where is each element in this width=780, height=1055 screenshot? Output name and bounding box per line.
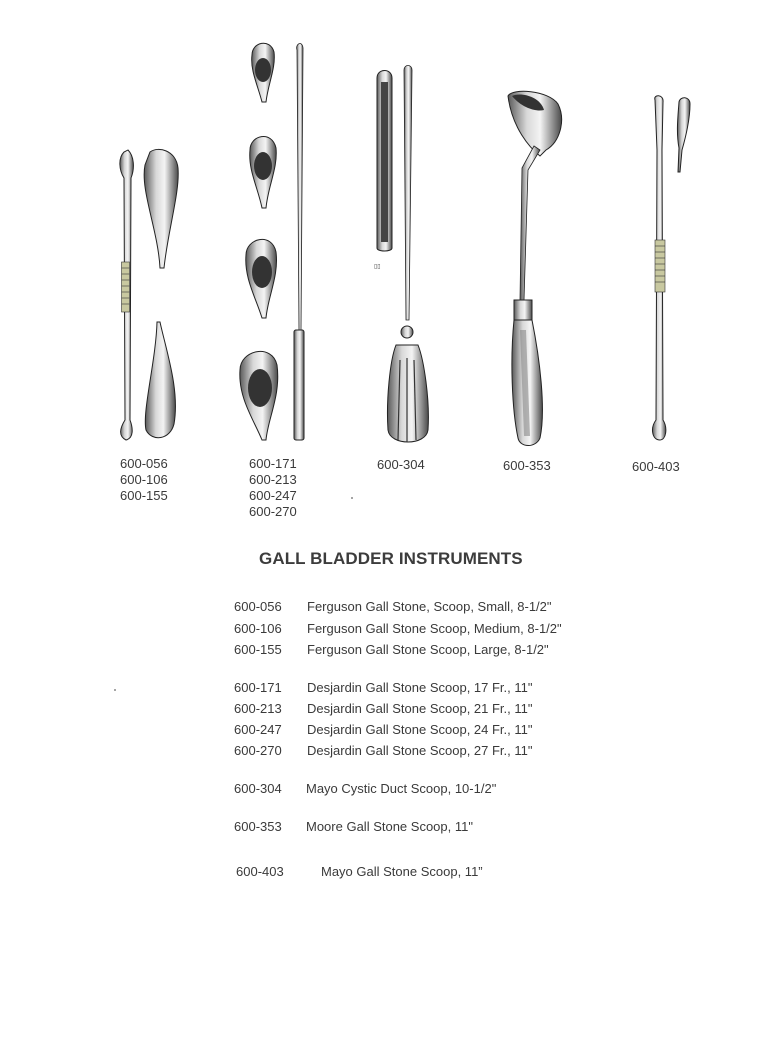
mayo-cystic-duct-scoop-drawing — [374, 66, 428, 443]
figure-code: 600-304 — [377, 457, 425, 472]
figure-label-group3 — [377, 457, 425, 473]
svg-text:▯▯: ▯▯ — [374, 264, 381, 270]
item-code: 600-403 — [236, 864, 284, 879]
item-code: 600-213 — [234, 701, 282, 716]
item-description: Desjardin Gall Stone Scoop, 21 Fr., 11" — [307, 701, 533, 716]
figure-code: 600-247 — [249, 488, 297, 503]
figure-code: 600-056 — [120, 456, 168, 471]
item-description: Ferguson Gall Stone Scoop, Large, 8-1/2" — [307, 642, 549, 657]
figure-code: 600-403 — [632, 459, 680, 474]
item-code: 600-056 — [234, 599, 282, 614]
print-speck — [351, 497, 353, 499]
item-code: 600-247 — [234, 722, 282, 737]
item-code: 600-353 — [234, 819, 282, 834]
figure-code: 600-213 — [249, 472, 297, 487]
item-description: Desjardin Gall Stone Scoop, 24 Fr., 11" — [307, 722, 533, 737]
figure-label-group4 — [503, 458, 551, 474]
moore-scoop-drawing — [508, 91, 562, 445]
item-code: 600-171 — [234, 680, 282, 695]
figure-code: 600-270 — [249, 504, 297, 519]
item-description: Desjardin Gall Stone Scoop, 27 Fr., 11" — [307, 743, 533, 758]
figure-code: 600-106 — [120, 472, 168, 487]
figure-code: 600-155 — [120, 488, 168, 503]
item-description: Mayo Cystic Duct Scoop, 10-1/2" — [306, 781, 497, 796]
item-code: 600-155 — [234, 642, 282, 657]
item-description: Desjardin Gall Stone Scoop, 17 Fr., 11" — [307, 680, 533, 695]
figure-label-group2 — [249, 456, 297, 520]
ferguson-scoop-drawing — [120, 149, 178, 440]
mayo-scoop-drawing — [653, 96, 690, 440]
figure-code: 600-353 — [503, 458, 551, 473]
page-title: GALL BLADDER INSTRUMENTS — [259, 549, 523, 568]
item-description: Ferguson Gall Stone Scoop, Medium, 8-1/2" — [307, 621, 562, 636]
item-description: Mayo Gall Stone Scoop, 11” — [321, 864, 483, 879]
figure-code: 600-171 — [249, 456, 297, 471]
item-code: 600-106 — [234, 621, 282, 636]
print-speck — [114, 689, 116, 691]
desjardin-scoop-drawing — [240, 43, 304, 440]
item-code: 600-304 — [234, 781, 282, 796]
figure-label-group5 — [632, 459, 680, 475]
item-description: Ferguson Gall Stone, Scoop, Small, 8-1/2" — [307, 599, 552, 614]
item-code: 600-270 — [234, 743, 282, 758]
item-description: Moore Gall Stone Scoop, 11" — [306, 819, 473, 834]
figure-label-group1 — [120, 456, 168, 504]
